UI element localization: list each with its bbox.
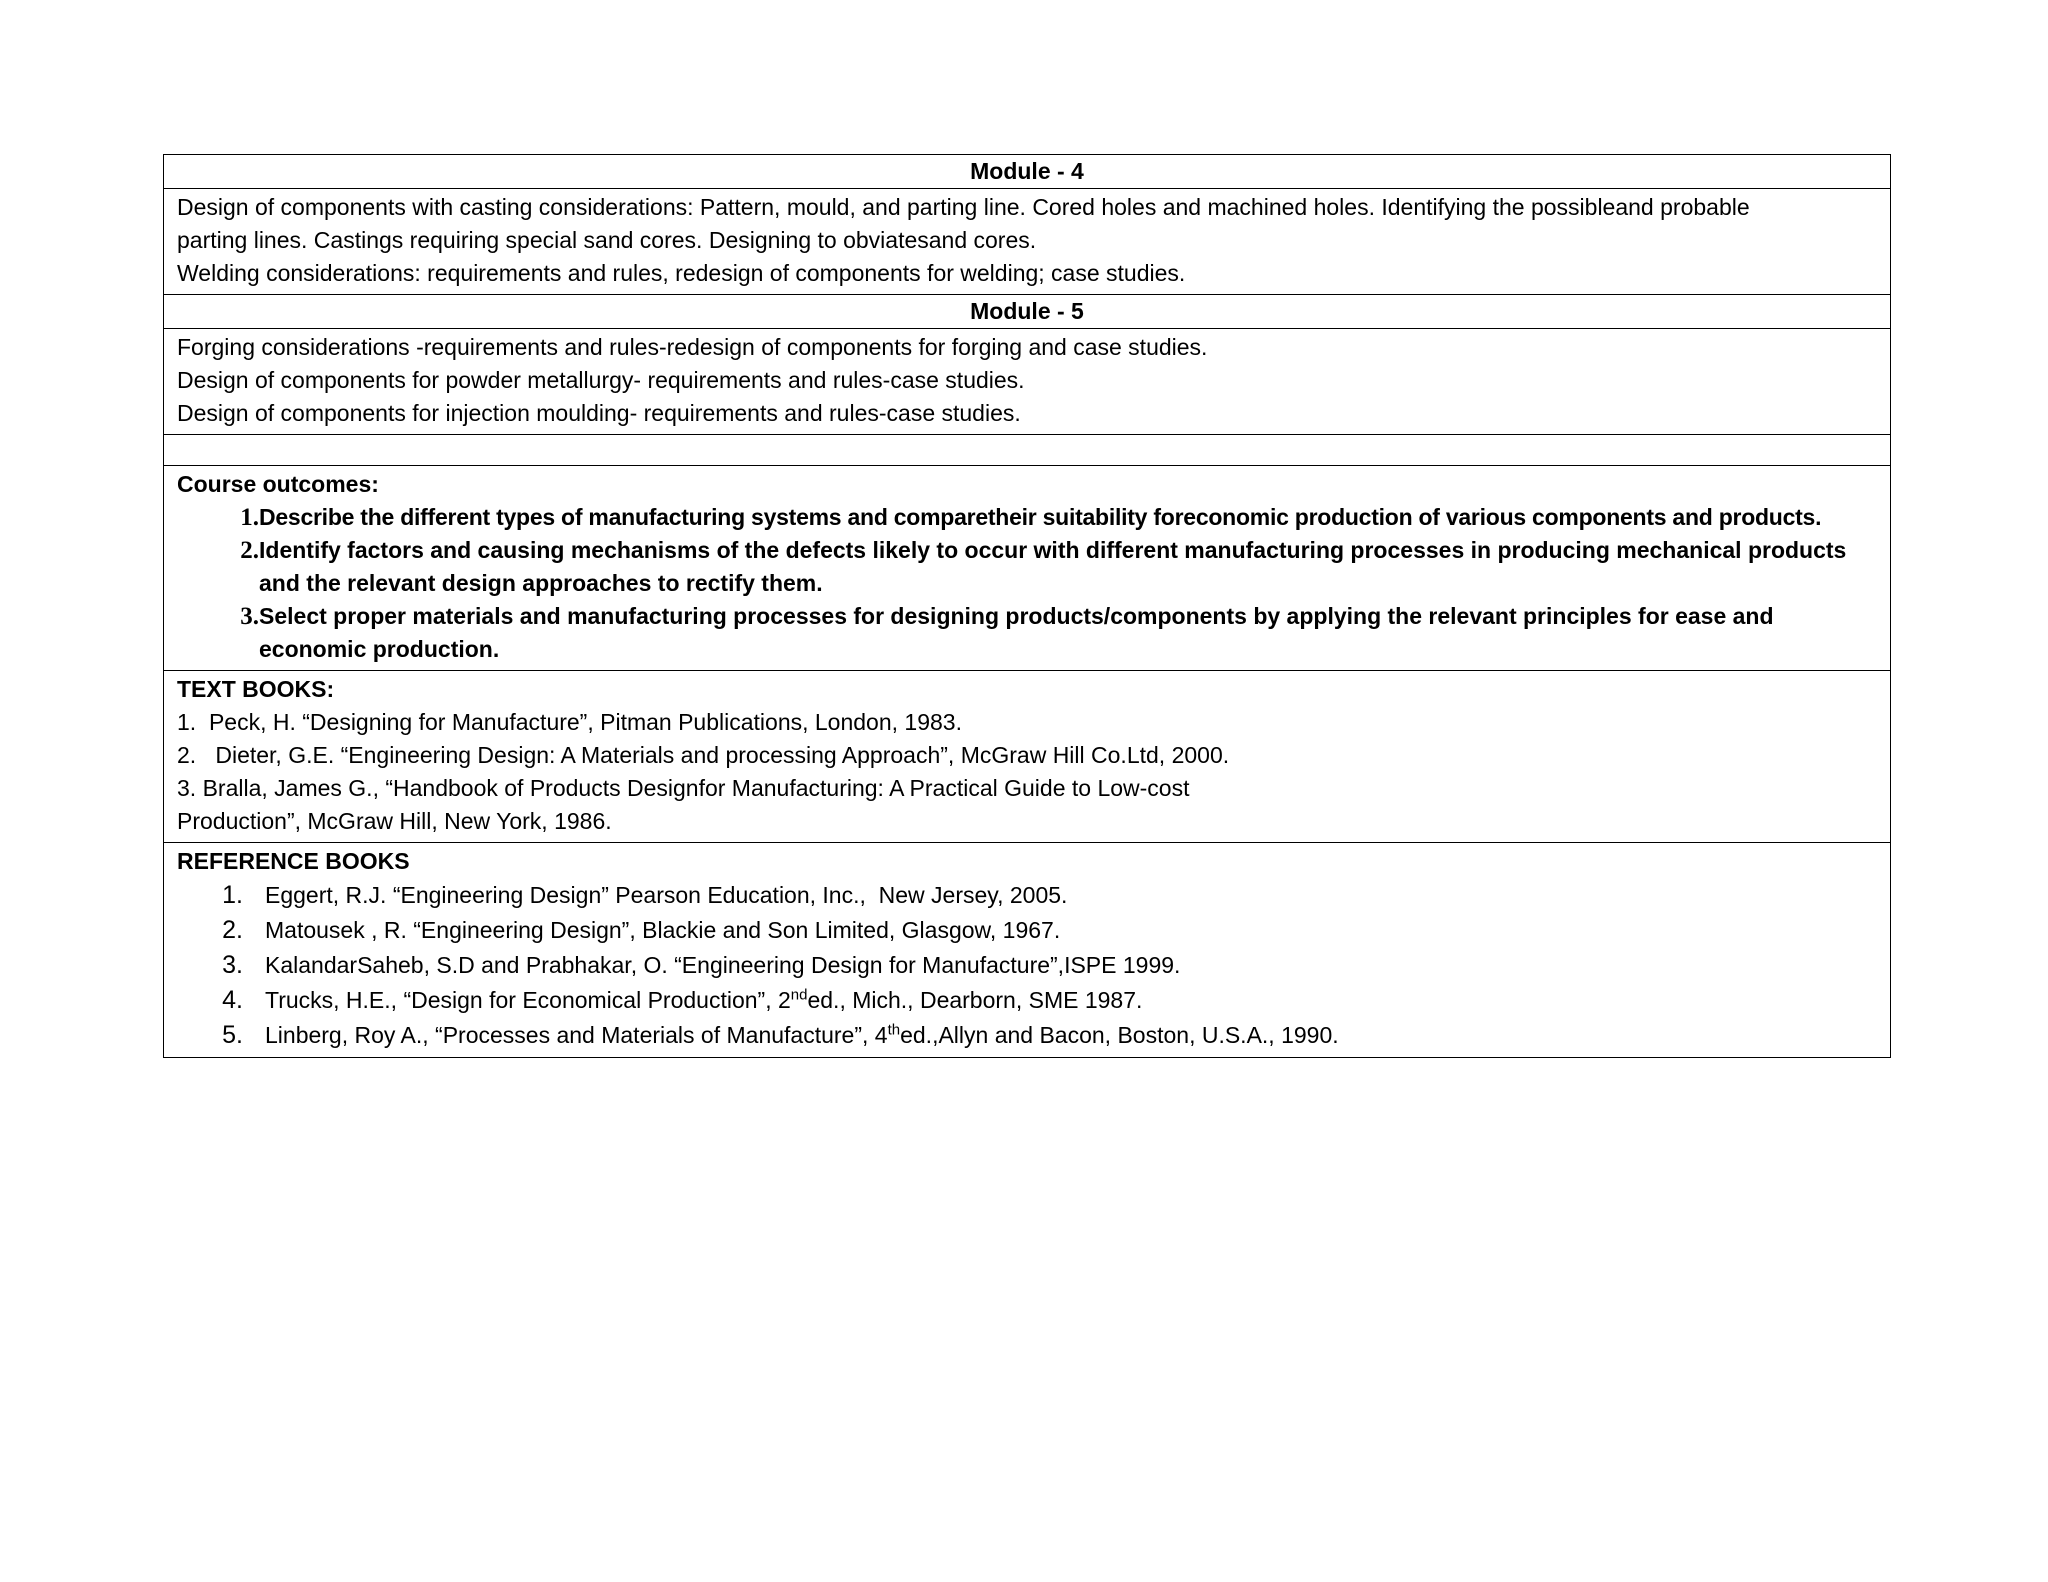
course-outcome-item	[177, 501, 1877, 534]
reference-book-item	[177, 878, 1877, 913]
reference-books-cell	[164, 843, 1891, 1058]
reference-books-row	[164, 843, 1891, 1058]
empty-row	[164, 435, 1891, 466]
course-outcomes-heading: Course outcomes:	[177, 471, 379, 497]
text-books-row	[164, 671, 1891, 843]
text-books-cell	[164, 671, 1891, 843]
empty-cell	[164, 435, 1891, 466]
course-outcomes-list	[177, 501, 1877, 666]
module5-line: Forging considerations -requirements and rules-redesign of components for forging and case studies.	[177, 334, 1208, 360]
module5-content	[164, 329, 1891, 435]
course-outcome-text: Select proper materials and manufacturing processes for designing products/components by applying the relevant principles for ease and economic production.	[259, 603, 1774, 662]
reference-book-text-part: ed.,Allyn and Bacon, Boston, U.S.A., 1990.	[900, 1022, 1339, 1048]
reference-book-text-part: Linberg, Roy A., “Processes and Materials of Manufacture”, 4	[265, 1022, 888, 1048]
course-outcome-number: 1.	[240, 504, 259, 531]
reference-book-item	[177, 913, 1877, 948]
reference-book-number: 5.	[222, 1021, 243, 1049]
course-outcome-text: Identify factors and causing mechanisms of the defects likely to occur with different manufacturing processes in producing mechanical products and the relevant design approaches to rectify them.	[259, 537, 1847, 596]
reference-book-item	[177, 1018, 1877, 1053]
module5-content-row	[164, 329, 1891, 435]
module4-heading-row	[164, 155, 1891, 189]
module5-line: Design of components for powder metallurgy- requirements and rules-case studies.	[177, 367, 1025, 393]
course-outcome-number: 3.	[240, 603, 259, 630]
module5-line: Design of components for injection moulding- requirements and rules-case studies.	[177, 400, 1021, 426]
reference-book-text	[265, 1018, 1877, 1053]
text-books-heading: TEXT BOOKS:	[177, 676, 335, 702]
course-outcome-item	[177, 534, 1877, 600]
reference-book-text-part: ed., Mich., Dearborn, SME 1987.	[807, 987, 1143, 1013]
reference-books-heading: REFERENCE BOOKS	[177, 848, 410, 874]
syllabus-page	[163, 154, 1891, 1058]
reference-book-text: Eggert, R.J. “Engineering Design” Pearson Education, Inc., New Jersey, 2005.	[265, 882, 1068, 908]
reference-book-text: Matousek , R. “Engineering Design”, Blackie and Son Limited, Glasgow, 1967.	[265, 917, 1061, 943]
module4-content-row	[164, 189, 1891, 295]
module5-heading-row	[164, 295, 1891, 329]
ordinal-superscript: th	[887, 1021, 901, 1039]
text-book-entry: 2. Dieter, G.E. “Engineering Design: A Materials and processing Approach”, McGraw Hill Co.Ltd, 2000.	[177, 742, 1230, 768]
text-book-entry: Production”, McGraw Hill, New York, 1986.	[177, 808, 612, 834]
course-outcomes-row	[164, 466, 1891, 671]
reference-book-number: 4.	[222, 986, 243, 1014]
reference-book-number: 3.	[222, 951, 243, 979]
syllabus-table	[163, 154, 1891, 1058]
ordinal-superscript: nd	[790, 986, 808, 1004]
module4-line: parting lines. Castings requiring special sand cores. Designing to obviatesand cores.	[177, 227, 1037, 253]
text-book-entry: 1. Peck, H. “Designing for Manufacture”, Pitman Publications, London, 1983.	[177, 709, 962, 735]
reference-book-number: 2.	[222, 916, 243, 944]
reference-book-item	[177, 983, 1877, 1018]
reference-book-item	[177, 948, 1877, 983]
course-outcome-item	[177, 600, 1877, 666]
module4-heading: Module - 4	[164, 155, 1891, 189]
module5-heading: Module - 5	[164, 295, 1891, 329]
reference-book-text	[265, 983, 1877, 1018]
module4-line: Welding considerations: requirements and rules, redesign of components for welding; case studies.	[177, 260, 1186, 286]
course-outcome-number: 2.	[240, 537, 259, 564]
reference-book-text: KalandarSaheb, S.D and Prabhakar, O. “Engineering Design for Manufacture”,ISPE 1999.	[265, 952, 1181, 978]
course-outcomes-cell	[164, 466, 1891, 671]
reference-book-text-part: Trucks, H.E., “Design for Economical Production”, 2	[265, 987, 791, 1013]
module4-line: Design of components with casting considerations: Pattern, mould, and parting line. Cored holes and machined holes. Identifying the possibleand probable	[177, 194, 1750, 220]
module4-content	[164, 189, 1891, 295]
reference-book-number: 1.	[222, 881, 243, 909]
reference-books-list	[177, 878, 1877, 1053]
text-book-entry: 3. Bralla, James G., “Handbook of Products Designfor Manufacturing: A Practical Guide to Low-cost	[177, 775, 1190, 801]
course-outcome-text: Describe the different types of manufacturing systems and comparetheir suitability foreconomic production of various components and products.	[259, 504, 1822, 530]
